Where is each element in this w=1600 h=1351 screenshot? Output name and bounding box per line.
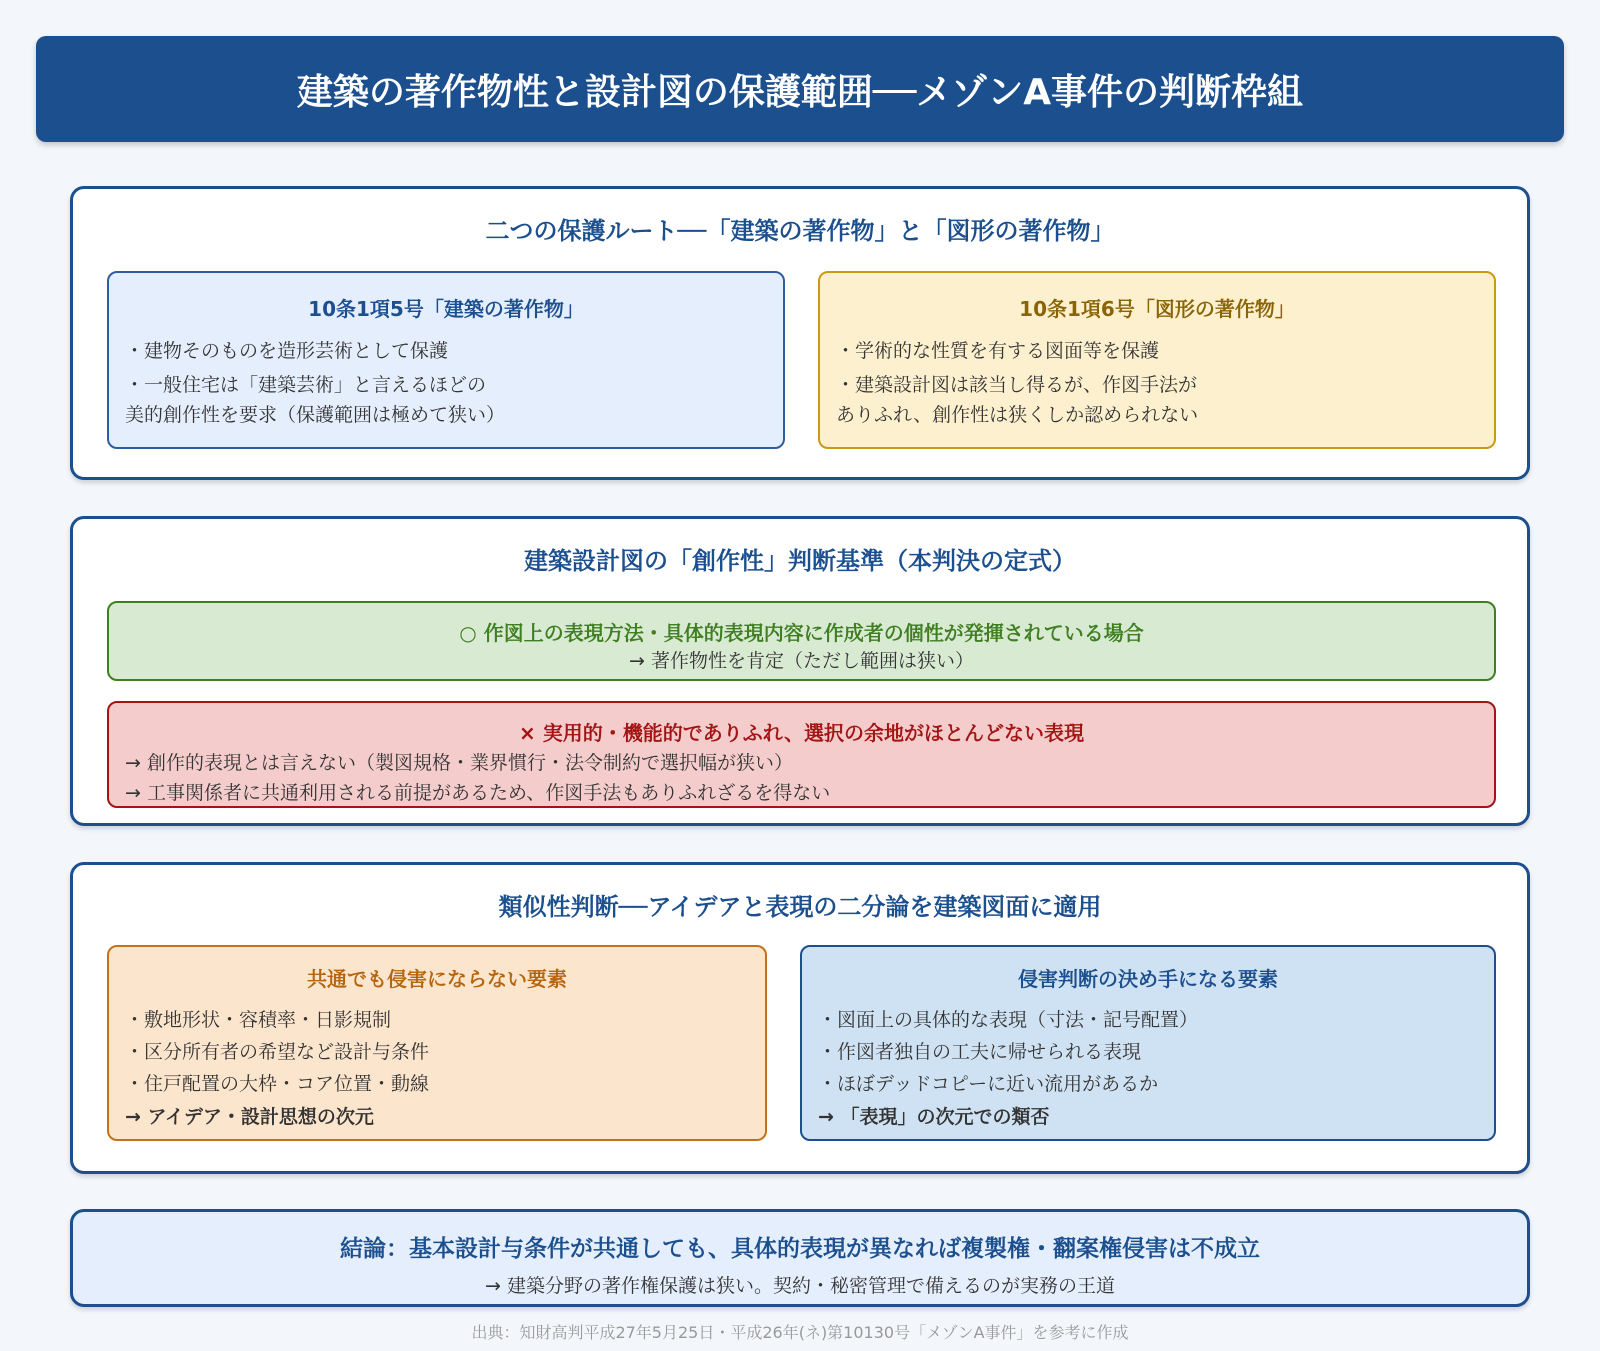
card-item: ・一般住宅は「建築芸術」と言えるほどの (125, 374, 487, 396)
card-item: ・住戸配置の大枠・コア位置・動線 (125, 1073, 430, 1095)
section-heading: 二つの保護ルート──「建築の著作物」と「図形の著作物」 (485, 217, 1115, 245)
card-item: ・ほぼデッドコピーに近い流用があるか (818, 1073, 1159, 1095)
decisive-elements-card (800, 945, 1496, 1141)
criterion-title: × 実用的・機能的でありふれ、選択の余地がほとんどない表現 (519, 721, 1084, 745)
criterion-title: ○ 作図上の表現方法・具体的表現内容に作成者の個性が発揮されている場合 (459, 621, 1144, 645)
title-banner (36, 36, 1564, 142)
card-title: 共通でも侵害にならない要素 (307, 967, 567, 991)
creativity-criteria-section (70, 516, 1530, 826)
section-heading: 類似性判断──アイデアと表現の二分論を建築図面に適用 (498, 893, 1102, 921)
criterion-line: → 工事関係者に共通利用される前提があるため、作図手法もありふれざるを得ない (125, 782, 831, 804)
conclusion-box (70, 1209, 1530, 1307)
card-item: ありふれ、創作性は狭くしか認められない (836, 404, 1199, 426)
non-infringing-elements-card (107, 945, 767, 1141)
card-title: 10条1項6号「図形の著作物」 (1019, 297, 1295, 321)
conclusion-title: 結論：基本設計与条件が共通しても、具体的表現が異なれば複製権・翻案権侵害は不成立 (340, 1236, 1260, 1262)
card-item: ・作図者独自の工夫に帰せられる表現 (818, 1041, 1142, 1063)
positive-criterion (107, 601, 1496, 681)
architecture-work-card (107, 271, 785, 449)
criterion-line: → 著作物性を肯定（ただし範囲は狭い） (629, 650, 974, 672)
criterion-line: → 創作的表現とは言えない（製図規格・業界慣行・法令制約で選択幅が狭い） (125, 752, 793, 774)
similarity-section (70, 862, 1530, 1174)
card-item: ・敷地形状・容積率・日影規制 (125, 1009, 392, 1031)
card-item: 美的創作性を要求（保護範囲は極めて狭い） (125, 404, 506, 426)
card-item: ・建物そのものを造形芸術として保護 (125, 340, 449, 362)
card-item: ・建築設計図は該当し得るが、作図手法が (836, 374, 1198, 396)
figure-work-card (818, 271, 1496, 449)
card-conclusion: → アイデア・設計思想の次元 (125, 1106, 374, 1128)
card-conclusion: → 「表現」の次元での類否 (818, 1106, 1050, 1128)
negative-criterion (107, 701, 1496, 808)
page-title: 建築の著作物性と設計図の保護範囲──メゾンA事件の判断枠組 (296, 71, 1304, 113)
conclusion-subtext: → 建築分野の著作権保護は狭い。契約・秘密管理で備えるのが実務の王道 (485, 1275, 1115, 1297)
card-item: ・学術的な性質を有する図面等を保護 (836, 340, 1160, 362)
card-item: ・区分所有者の希望など設計与条件 (125, 1041, 430, 1063)
card-title: 10条1項5号「建築の著作物」 (308, 297, 584, 321)
section-heading: 建築設計図の「創作性」判断基準（本判決の定式） (524, 547, 1076, 575)
card-title: 侵害判断の決め手になる要素 (1018, 967, 1278, 991)
protection-routes-section (70, 186, 1530, 480)
source-footnote: 出典：知財高判平成27年5月25日・平成26年(ネ)第10130号「メゾンA事件」を参考に作成 (471, 1323, 1129, 1342)
card-item: ・図面上の具体的な表現（寸法・記号配置） (818, 1009, 1199, 1031)
